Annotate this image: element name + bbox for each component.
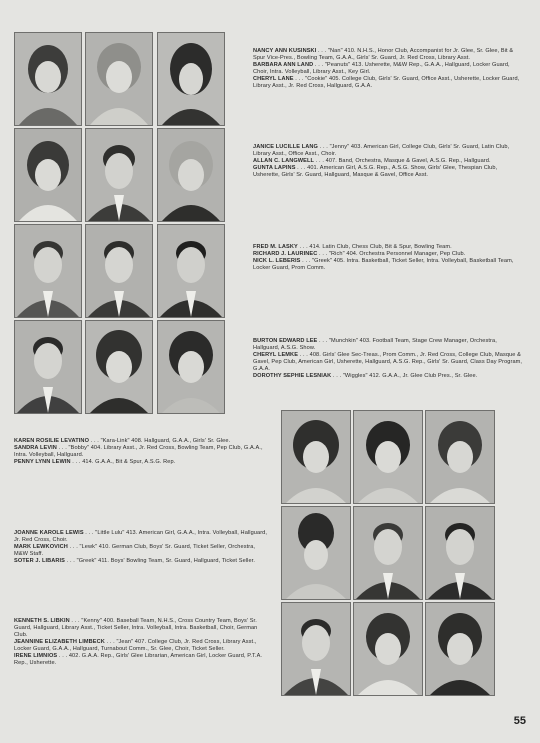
portrait-photo [353,602,423,696]
bio-entry: DOROTHY SEPHIE LESNIAK . . . "Wiggles" 412. G.A.A., Jr. Glee Club Pres., Sr. Glee. [253,373,478,379]
bio-entry: SOTER J. LIBARIS . . . "Greek" 411. Boys' Bowling Team, Sr. Guard, Hallguard, Ticket Seller. [14,558,255,564]
portrait-photo [425,410,495,504]
bio-entry: KENNETH S. LIBKIN . . . "Kenny" 400. Baseball Team, N.H.S., Cross Country Team, Boys' Sr. Guard, Hallguard, Library Asst., Ticket Seller, Intra. Volleyball, Intra. Basketball, Choir, German Club. [14,618,258,638]
bio-entry: CHERYL LANE . . . "Cookie" 405. College Club, Girls' Sr. Guard, Office Asst., Usherette, Locker Guard, Library Asst., Jr. Red Cross, Hallguard, G.A.A. [253,76,520,89]
portrait-photo [353,506,423,600]
portrait-photo [425,602,495,696]
bio-entry: MARK LEWKOVICH . . . "Lewk" 410. German Club, Boys' Sr. Guard, Ticket Seller, Orchestra, M&W Staff. [14,544,256,557]
bio-entry: JOANNE KAROLE LEWIS . . . "Little Lulu" 413. American Girl, G.A.A., Intra. Volleyball, Hallguard, Jr. Red Cross, Choir. [14,530,268,543]
portrait-photo [14,32,82,126]
bio-entry: CHERYL LEMKE . . . 408. Girls' Glee Sec-Treas., Prom Comm., Jr. Red Cross, College Club, Masque & Gavel, Pep Club, American Girl, Usherette, Hallguard, A.S.G. Rep., Girls' Sr. Guard, Class Day Program, G.A.A. [253,352,523,372]
portrait-photo [281,410,351,504]
bio-group [253,48,525,90]
bio-entry: BURTON EDWARD LEE . . . "Munchkin" 403. Football Team, Stage Crew Manager, Orchestra, Hallguard, A.S.G. Show. [253,338,497,351]
bio-entry: PENNY LYNN LEWIN . . . 414. G.A.A., Bit & Spur, A.S.G. Rep. [14,459,176,465]
bio-entry: NICK L. LEBERIS . . . "Greek" 405. Intra. Basketball, Ticket Seller, Intra. Volleyball, Basketball Team, Locker Guard, Prom Comm. [253,258,514,271]
portrait-photo [85,128,153,222]
portrait-photo [425,506,495,600]
bio-entry: GUNTA LAPINS . . . 401. American Girl, A.S.G. Rep., A.S.G. Show, Girls' Glee, Thespian Club, Usherette, Girls' Sr. Guard, Hallguard, Masque & Gavel, Office Asst. [253,165,498,178]
portrait-photo [85,224,153,318]
bio-group [14,618,270,667]
bio-group [14,530,270,565]
bio-group [253,244,525,272]
portrait-photo [157,128,225,222]
portrait-photo [353,410,423,504]
portrait-photo [85,320,153,414]
portrait-photo [157,32,225,126]
bio-group [253,144,525,179]
bio-entry: FRED M. LASKY . . . 414. Latin Club, Chess Club, Bit & Spur, Bowling Team. [253,244,452,250]
bio-entry: BARBARA ANN LAND . . . "Peanuts" 413. Usherette, M&W Rep., G.A.A., Hallguard, Locker Guard, Choir, Intra. Volleyball, Library Asst., Key Girl. [253,62,510,75]
bio-entry: SANDRA LEVIN . . . "Bobby" 404. Library Asst., Jr. Red Cross, Bowling Team, Pep Club, G.A.A., Intra. Volleyball, Hallguard. [14,445,263,458]
page-number: 55 [513,715,526,727]
portrait-photo [157,320,225,414]
bio-entry: JANICE LUCILLE LANG . . . "Jenny" 403. American Girl, College Club, Girls' Sr. Guard, Latin Club, Library Asst., Office Asst., Choir. [253,144,510,157]
bio-entry: ALLAN C. LANGWELL . . . 407. Band, Orchestra, Masque & Gavel, A.S.G. Rep., Hallguard. [253,158,491,164]
bio-group [14,438,270,466]
bio-entry: IRENE LIMNIOS . . . 402. G.A.A. Rep., Girls' Glee Librarian, American Girl, Locker Guard, P.T.A. Rep., Usherette. [14,653,263,666]
portrait-photo [14,224,82,318]
portrait-photo [14,128,82,222]
bio-entry: RICHARD J. LAURINEC . . . "Rich" 404. Orchestra Personnel Manager, Pep Club. [253,251,466,257]
portrait-photo [281,506,351,600]
portrait-photo [85,32,153,126]
bio-entry: JEANNINE ELIZABETH LIMBECK . . . "Jean" 407. College Club, Jr. Red Cross, Library Asst., Locker Guard, G.A.A., Hallguard, Turnabout Comm., Sr. Glee, Choir, Ticket Seller. [14,639,257,652]
portrait-photo [157,224,225,318]
portrait-photo [14,320,82,414]
bio-entry: NANCY ANN KUSINSKI . . . "Nan" 410. N.H.S., Honor Club, Accompanist for Jr. Glee, Sr. Glee, Bit & Spur Vice-Pres., Bowling Team, G.A.A., Girls' Sr. Guard, Jr. Red Cross, Library Asst. [253,48,514,61]
bio-group [253,338,525,380]
bio-entry: KAREN ROSILIE LEVATINO . . . "Kara-Link" 408. Hallguard, G.A.A., Girls' Sr. Glee. [14,438,231,444]
portrait-photo [281,602,351,696]
